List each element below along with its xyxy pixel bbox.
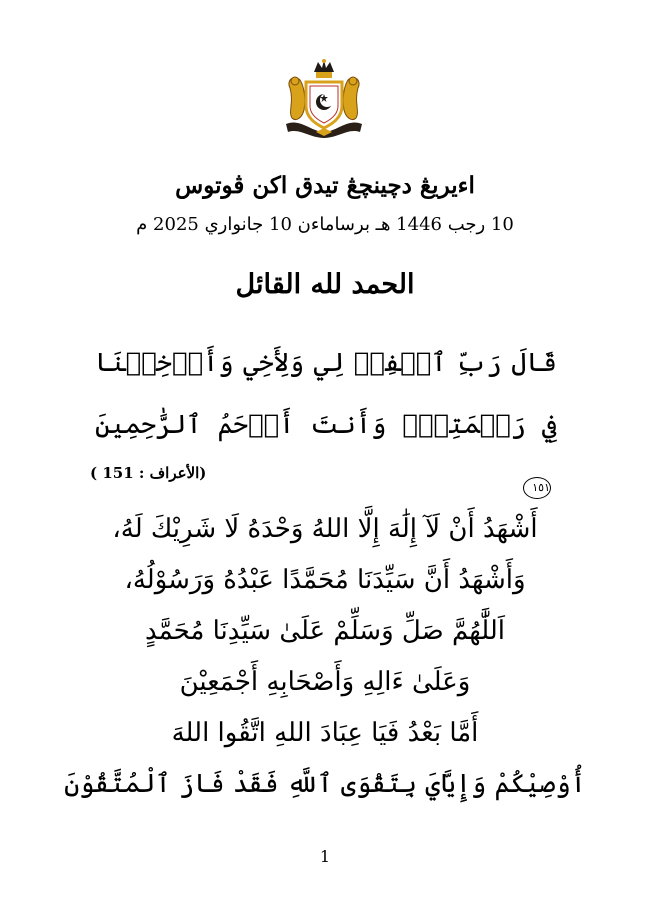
shahada-line: أَمَّا بَعْدُ فَيَا عِبَادَ اللهِ اتَّقُوا اللهَ bbox=[171, 718, 479, 748]
quran-verse bbox=[95, 332, 557, 518]
shahada-block bbox=[60, 504, 590, 810]
verse-reference: (الأعراف : 151 ) bbox=[90, 464, 207, 482]
shahada-line: أَشْهَدُ أَنْ لَآ إِلَٰهَ إِلَّا اللهُ وَحْدَهُ لَا شَرِيْكَ لَهُ، bbox=[112, 514, 538, 544]
sermon-title: اءيريڠ دچينچڠ تيدق اكن ڤوتوس bbox=[175, 172, 475, 199]
verse-text: قَالَ رَبِّ ٱغۡفِرۡ لِي وَلِأَخِي وَأَدۡخِلۡنَا فِي رَحۡمَتِكَۖ وَأَنتَ أَرۡحَمُ ٱلرَّٰحِمِينَ bbox=[95, 348, 557, 440]
shahada-line: أُوْصِيْكُمْ وَإِيَّايَ بِتَقْوَى ٱللَّهِ فَقَدْ فَازَ ٱلْمُتَّقُوْنَ bbox=[64, 769, 586, 799]
shahada-line: اَللَّٰهُمَّ صَلِّ وَسَلِّمْ عَلَىٰ سَيِّدِنَا مُحَمَّدٍ bbox=[144, 616, 505, 646]
date-line: 10 رجب 1446 هـ برساماءن 10 جانواري 2025 م bbox=[136, 214, 514, 235]
ayah-number-icon: ١٥١ bbox=[523, 477, 551, 499]
shahada-line: وَعَلَىٰ ءَالِهِ وَأَصْحَابِهِ أَجْمَعِيْنَ bbox=[179, 667, 471, 697]
page-number: 1 bbox=[319, 847, 331, 866]
royal-crest-icon bbox=[276, 58, 372, 140]
hamd-heading: الحمد لله القائل bbox=[235, 269, 415, 300]
shahada-line: وَأَشْهَدُ أَنَّ سَيِّدَنَا مُحَمَّدًا عَبْدُهُ وَرَسُوْلُهُ، bbox=[124, 565, 526, 595]
